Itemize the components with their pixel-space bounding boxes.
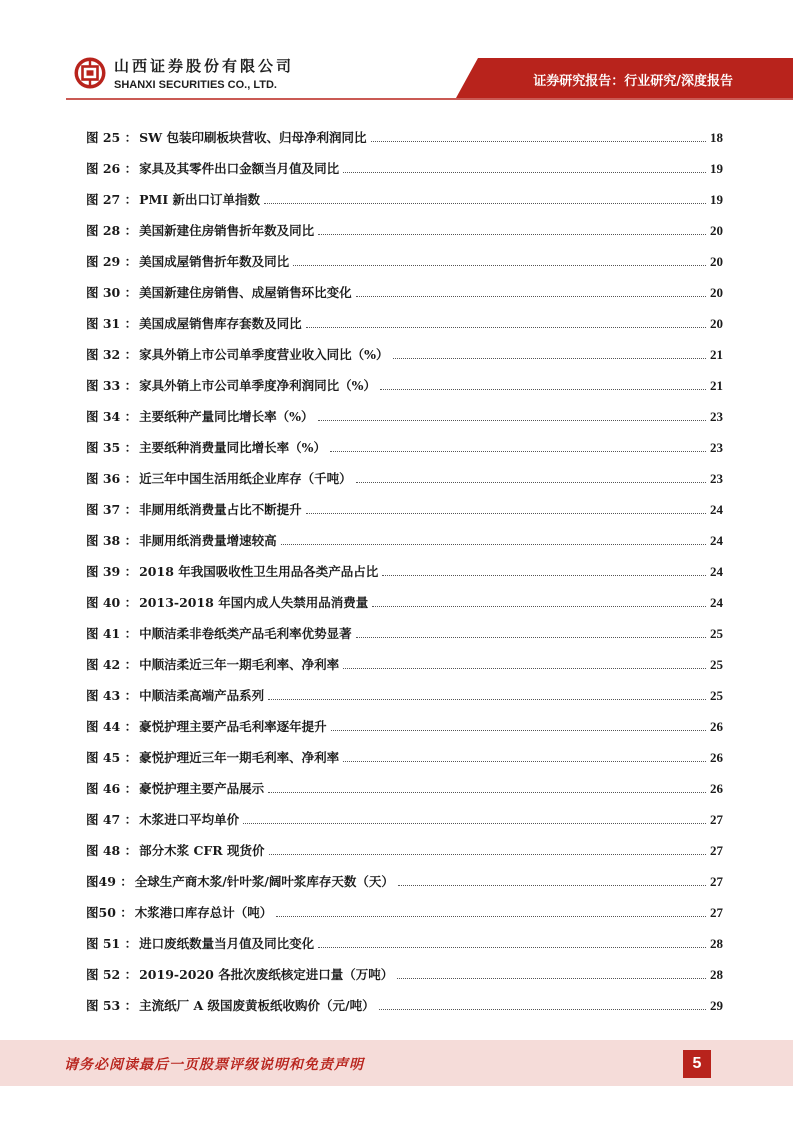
toc-entry-page: 27 bbox=[710, 843, 723, 858]
toc-entry-title: 2019-2020 各批次废纸核定进口量（万吨） bbox=[139, 967, 394, 982]
toc-entry-title: 主流纸厂 A 级国废黄板纸收购价（元/吨） bbox=[139, 998, 375, 1013]
toc-dot-leader bbox=[318, 420, 707, 421]
toc-dot-leader bbox=[268, 699, 706, 700]
toc-dot-leader bbox=[276, 916, 706, 917]
toc-entry-page: 23 bbox=[710, 409, 723, 424]
toc-entry[interactable] bbox=[86, 301, 723, 332]
toc-dot-leader bbox=[393, 358, 707, 359]
toc-dot-leader bbox=[264, 203, 706, 204]
toc-entry-page: 25 bbox=[710, 688, 723, 703]
toc-entry-page: 23 bbox=[710, 440, 723, 455]
toc-entry[interactable] bbox=[86, 456, 723, 487]
toc-entry[interactable] bbox=[86, 673, 723, 704]
toc-entry[interactable] bbox=[86, 704, 723, 735]
toc-entry-label: 图 45 ： bbox=[86, 750, 138, 765]
toc-entry-title: 近三年中国生活用纸企业库存（千吨） bbox=[139, 471, 352, 486]
toc-entry-title: 主要纸种消费量同比增长率（%） bbox=[139, 440, 326, 455]
toc-entry-title: 木浆进口平均单价 bbox=[139, 812, 240, 827]
toc-dot-leader bbox=[306, 513, 706, 514]
toc-entry-title: 非厕用纸消费量增速较高 bbox=[139, 533, 277, 548]
toc-entry-page: 24 bbox=[710, 533, 723, 548]
report-type-title: 证券研究报告：行业研究/深度报告 bbox=[533, 74, 733, 89]
toc-entry-title: 豪悦护理主要产品毛利率逐年提升 bbox=[139, 719, 327, 734]
toc-entry[interactable] bbox=[86, 580, 723, 611]
toc-entry[interactable] bbox=[86, 332, 723, 363]
company-name-cn: 山西证券股份有限公司 bbox=[114, 57, 295, 75]
toc-entry-page: 28 bbox=[710, 967, 723, 982]
toc-entry-page: 19 bbox=[710, 161, 723, 176]
toc-entry-page: 25 bbox=[710, 657, 723, 672]
toc-entry[interactable] bbox=[86, 766, 723, 797]
toc-entry-label: 图 28 ： bbox=[86, 223, 138, 238]
toc-entry[interactable] bbox=[86, 425, 723, 456]
toc-entry-page: 20 bbox=[710, 223, 723, 238]
toc-dot-leader bbox=[356, 296, 706, 297]
toc-dot-leader bbox=[243, 823, 706, 824]
toc-entry-title: 2018 年我国吸收性卫生用品各类产品占比 bbox=[139, 564, 379, 579]
toc-entry-label: 图 31 ： bbox=[86, 316, 138, 331]
toc-dot-leader bbox=[380, 389, 706, 390]
toc-dot-leader bbox=[343, 172, 706, 173]
toc-entry[interactable] bbox=[86, 952, 723, 983]
toc-entry-title: 豪悦护理主要产品展示 bbox=[139, 781, 265, 796]
toc-entry-page: 21 bbox=[710, 347, 723, 362]
toc-entry[interactable] bbox=[86, 177, 723, 208]
page-header bbox=[0, 0, 793, 102]
company-name bbox=[114, 58, 294, 92]
toc-dot-leader bbox=[293, 265, 706, 266]
toc-entry-label: 图 40 ： bbox=[86, 595, 138, 610]
toc-entry-title: 豪悦护理近三年一期毛利率、净利率 bbox=[139, 750, 340, 765]
toc-entry-page: 20 bbox=[710, 285, 723, 300]
toc-entry-page: 19 bbox=[710, 192, 723, 207]
toc-entry[interactable] bbox=[86, 208, 723, 239]
toc-entry[interactable] bbox=[86, 487, 723, 518]
toc-entry-page: 24 bbox=[710, 595, 723, 610]
disclaimer-text: 请务必阅读最后一页股票评级说明和免责声明 bbox=[64, 1057, 364, 1073]
toc-dot-leader bbox=[372, 606, 706, 607]
toc-entry-title: 美国新建住房销售、成屋销售环比变化 bbox=[139, 285, 352, 300]
toc-entry-page: 26 bbox=[710, 781, 723, 796]
toc-entry-title: 美国成屋销售折年数及同比 bbox=[139, 254, 290, 269]
toc-entry-page: 24 bbox=[710, 564, 723, 579]
page-footer bbox=[0, 1040, 793, 1086]
page-number: 5 bbox=[683, 1050, 711, 1078]
toc-entry-page: 23 bbox=[710, 471, 723, 486]
toc-entry[interactable] bbox=[86, 518, 723, 549]
toc-entry-title: SW 包装印刷板块营收、归母净利润同比 bbox=[139, 130, 367, 145]
toc-entry-title: PMI 新出口订单指数 bbox=[139, 192, 261, 207]
toc-entry[interactable] bbox=[86, 797, 723, 828]
toc-entry-label: 图 34 ： bbox=[86, 409, 138, 424]
toc-entry-page: 18 bbox=[710, 130, 723, 145]
toc-dot-leader bbox=[318, 947, 706, 948]
toc-entry[interactable] bbox=[86, 983, 723, 1014]
toc-entry-label: 图 47 ： bbox=[86, 812, 138, 827]
toc-entry-title: 中顺洁柔近三年一期毛利率、净利率 bbox=[139, 657, 340, 672]
toc-entry-label: 图 30 ： bbox=[86, 285, 138, 300]
toc-entry-title: 家具及其零件出口金额当月值及同比 bbox=[139, 161, 340, 176]
toc-entry-label: 图 33 ： bbox=[86, 378, 138, 393]
toc-entry-page: 26 bbox=[710, 750, 723, 765]
toc-entry-title: 家具外销上市公司单季度营业收入同比（%） bbox=[139, 347, 389, 362]
toc-entry-title: 非厕用纸消费量占比不断提升 bbox=[139, 502, 302, 517]
toc-entry-page: 25 bbox=[710, 626, 723, 641]
toc-entry[interactable] bbox=[86, 642, 723, 673]
toc-entry[interactable] bbox=[86, 239, 723, 270]
toc-entry-page: 24 bbox=[710, 502, 723, 517]
toc-entry-label: 图 39 ： bbox=[86, 564, 138, 579]
toc-dot-leader bbox=[379, 1009, 706, 1010]
toc-entry-page: 27 bbox=[710, 812, 723, 827]
toc-entry-page: 26 bbox=[710, 719, 723, 734]
toc-entry-title: 美国成屋销售库存套数及同比 bbox=[139, 316, 302, 331]
toc-dot-leader bbox=[343, 761, 706, 762]
toc-entry[interactable] bbox=[86, 828, 723, 859]
toc-entry-title: 家具外销上市公司单季度净利润同比（%） bbox=[139, 378, 376, 393]
toc-entry[interactable] bbox=[86, 549, 723, 580]
toc-entry-label: 图 36 ： bbox=[86, 471, 138, 486]
toc-entry-label: 图 44 ： bbox=[86, 719, 138, 734]
toc-entry[interactable] bbox=[86, 270, 723, 301]
toc-entry[interactable] bbox=[86, 735, 723, 766]
toc-entry-title: 木浆港口库存总计（吨） bbox=[134, 905, 273, 920]
toc-entry-label: 图 32 ： bbox=[86, 347, 138, 362]
toc-entry[interactable] bbox=[86, 363, 723, 394]
toc-entry-title: 部分木浆 CFR 现货价 bbox=[139, 843, 265, 858]
toc-dot-leader bbox=[382, 575, 706, 576]
toc-dot-leader bbox=[356, 637, 706, 638]
toc-dot-leader bbox=[318, 234, 706, 235]
toc-entry-label: 图 35 ： bbox=[86, 440, 138, 455]
toc-entry-label: 图 26 ： bbox=[86, 161, 138, 176]
toc-entry-label: 图 27 ： bbox=[86, 192, 138, 207]
toc-entry-label: 图 25 ： bbox=[86, 130, 138, 145]
toc-entry-title: 主要纸种产量同比增长率（%） bbox=[139, 409, 314, 424]
toc-dot-leader bbox=[343, 668, 706, 669]
toc-entry-label: 图 37 ： bbox=[86, 502, 138, 517]
toc-entry-label: 图 42 ： bbox=[86, 657, 138, 672]
toc-dot-leader bbox=[398, 885, 706, 886]
toc-entry-label: 图 41 ： bbox=[86, 626, 138, 641]
toc-entry-label: 图49 ： bbox=[86, 874, 133, 889]
toc-entry-page: 27 bbox=[710, 874, 723, 889]
toc-entry-label: 图 52 ： bbox=[86, 967, 138, 982]
toc-entry-title: 美国新建住房销售折年数及同比 bbox=[139, 223, 315, 238]
toc-entry-page: 20 bbox=[710, 316, 723, 331]
toc-entry-label: 图 53 ： bbox=[86, 998, 138, 1013]
company-logo-icon bbox=[73, 56, 107, 90]
toc-entry-title: 中顺洁柔非卷纸类产品毛利率优势显著 bbox=[139, 626, 352, 641]
toc-entry-label: 图 43 ： bbox=[86, 688, 138, 703]
toc-entry-label: 图 51 ： bbox=[86, 936, 138, 951]
toc-dot-leader bbox=[281, 544, 706, 545]
toc-entry[interactable] bbox=[86, 859, 723, 890]
toc-entry-title: 2013-2018 年国内成人失禁用品消费量 bbox=[139, 595, 369, 610]
toc-entry-page: 28 bbox=[710, 936, 723, 951]
toc-entry-page: 29 bbox=[710, 998, 723, 1013]
toc-dot-leader bbox=[268, 792, 706, 793]
toc-dot-leader bbox=[397, 978, 706, 979]
toc-entry-page: 20 bbox=[710, 254, 723, 269]
toc-entry-title: 中顺洁柔高端产品系列 bbox=[139, 688, 265, 703]
toc-entry-label: 图 29 ： bbox=[86, 254, 138, 269]
toc-entry[interactable] bbox=[86, 115, 723, 146]
toc-dot-leader bbox=[306, 327, 706, 328]
toc-entry-title: 全球生产商木浆/针叶浆/阔叶浆库存天数（天） bbox=[134, 874, 394, 889]
figure-list bbox=[86, 115, 723, 1014]
toc-entry-label: 图 48 ： bbox=[86, 843, 138, 858]
toc-dot-leader bbox=[269, 854, 706, 855]
toc-entry[interactable] bbox=[86, 611, 723, 642]
toc-entry-label: 图 38 ： bbox=[86, 533, 138, 548]
toc-entry-title: 进口废纸数量当月值及同比变化 bbox=[139, 936, 315, 951]
toc-entry-page: 21 bbox=[710, 378, 723, 393]
toc-entry[interactable] bbox=[86, 890, 723, 921]
toc-entry[interactable] bbox=[86, 146, 723, 177]
toc-dot-leader bbox=[331, 730, 706, 731]
toc-dot-leader bbox=[330, 451, 706, 452]
toc-entry[interactable] bbox=[86, 921, 723, 952]
company-name-en: SHANXI SECURITIES CO., LTD. bbox=[114, 79, 277, 91]
toc-entry-label: 图 46 ： bbox=[86, 781, 138, 796]
toc-dot-leader bbox=[371, 141, 706, 142]
toc-entry-page: 27 bbox=[710, 905, 723, 920]
toc-entry[interactable] bbox=[86, 394, 723, 425]
toc-entry-label: 图50 ： bbox=[86, 905, 133, 920]
toc-dot-leader bbox=[356, 482, 706, 483]
